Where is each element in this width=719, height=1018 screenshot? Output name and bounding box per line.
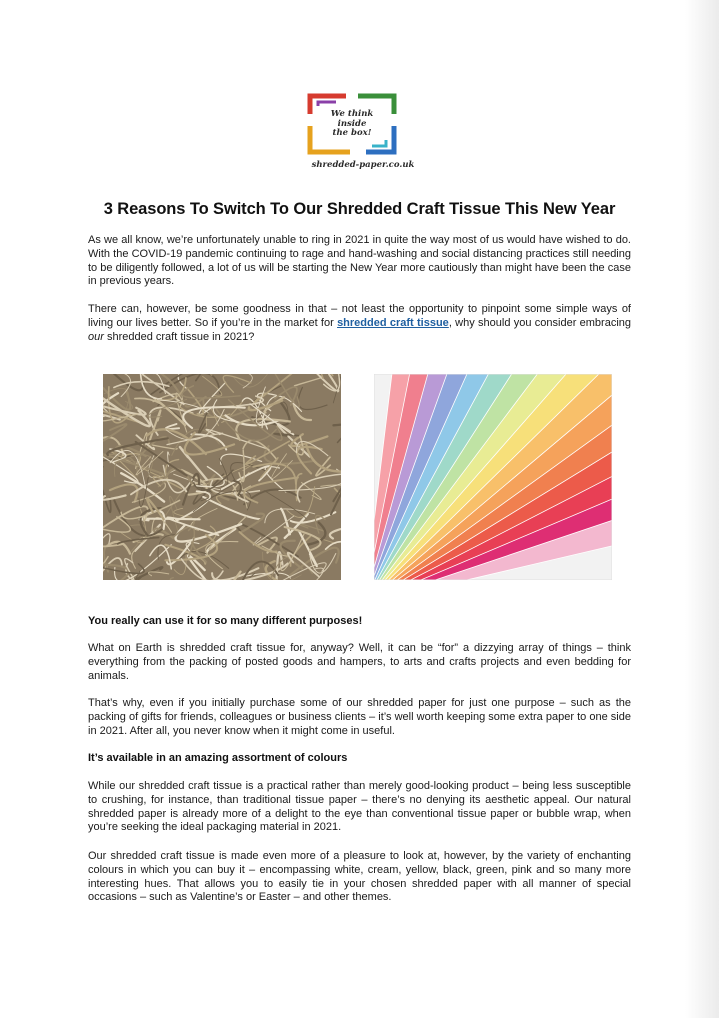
- site-logo[interactable]: [306, 92, 418, 176]
- intro-text-c: shredded craft tissue in 2021?: [103, 330, 255, 343]
- intro-paragraph-2: [88, 303, 631, 344]
- article-title: 3 Reasons To Switch To Our Shredded Craft Tissue This New Year: [103, 200, 616, 218]
- shredded-craft-tissue-link[interactable]: shredded craft tissue: [337, 316, 449, 329]
- section2-paragraph-1: While our shredded craft tissue is a practical rather than merely good-looking product – being less susceptible to crushing, for instance, than traditional tissue paper – there’s no denying its aesthetic appeal. Our natural shredded paper is already more of a delight to the eye than conventional tissue paper or bubble wrap, when you’re seeking the ideal packaging material in 2021.: [88, 780, 631, 834]
- intro-text-a: There can, however, be some goodness in that – not least the opportunity to pinpoint some simple ways of living our lives better. So if you’re in the market for: [88, 303, 631, 329]
- logo-tagline-line: inside: [337, 118, 367, 129]
- page-edge-shadow: [685, 0, 719, 1018]
- intro-text-b: , why should you consider embracing: [448, 316, 632, 329]
- logo-tagline-line: We think: [330, 109, 374, 119]
- section1-paragraph-2: That’s why, even if you initially purchase some of our shredded paper for just one purpose – such as the packing of gifts for friends, colleagues or business clients – it’s well worth keeping some extra paper to one side in 2021. After all, you never know when it might come in useful.: [88, 697, 631, 737]
- intro-emphasis: our: [88, 330, 104, 343]
- logo-tagline: [306, 110, 398, 139]
- section2-paragraph-2: Our shredded craft tissue is made even more of a pleasure to look at, however, by the variety of enchanting colours in which you can buy it – encompassing white, cream, yellow, black, green, pink and so many more interesting hues. That allows you to easily tie in your chosen shredded paper with all manner of special occasions – such as Valentine’s or Easter – and other themes.: [88, 850, 631, 904]
- coloured-tissue-fan-image: [374, 374, 612, 580]
- section-heading-colours: It’s available in an amazing assortment of colours: [88, 752, 348, 764]
- section1-paragraph-1: What on Earth is shredded craft tissue for, anyway? Well, it can be “for” a dizzying array of things – think everything from the packing of posted goods and hampers, to arts and crafts projects and even bedding for animals.: [88, 642, 631, 682]
- logo-site-name: shredded-paper.co.uk: [311, 160, 415, 170]
- section-heading-purposes: You really can use it for so many different purposes!: [88, 615, 363, 627]
- natural-shredded-paper-image: [103, 374, 341, 580]
- intro-paragraph-1: As we all know, we’re unfortunately unable to ring in 2021 in quite the way most of us would have wished to do. With the COVID-19 pandemic continuing to rage and hand-washing and social distancing practices still needing to be diligently followed, a lot of us will be starting the New Year more cautiously than might have been the case in previous years.: [88, 234, 631, 288]
- logo-tagline-line: the box!: [332, 128, 372, 138]
